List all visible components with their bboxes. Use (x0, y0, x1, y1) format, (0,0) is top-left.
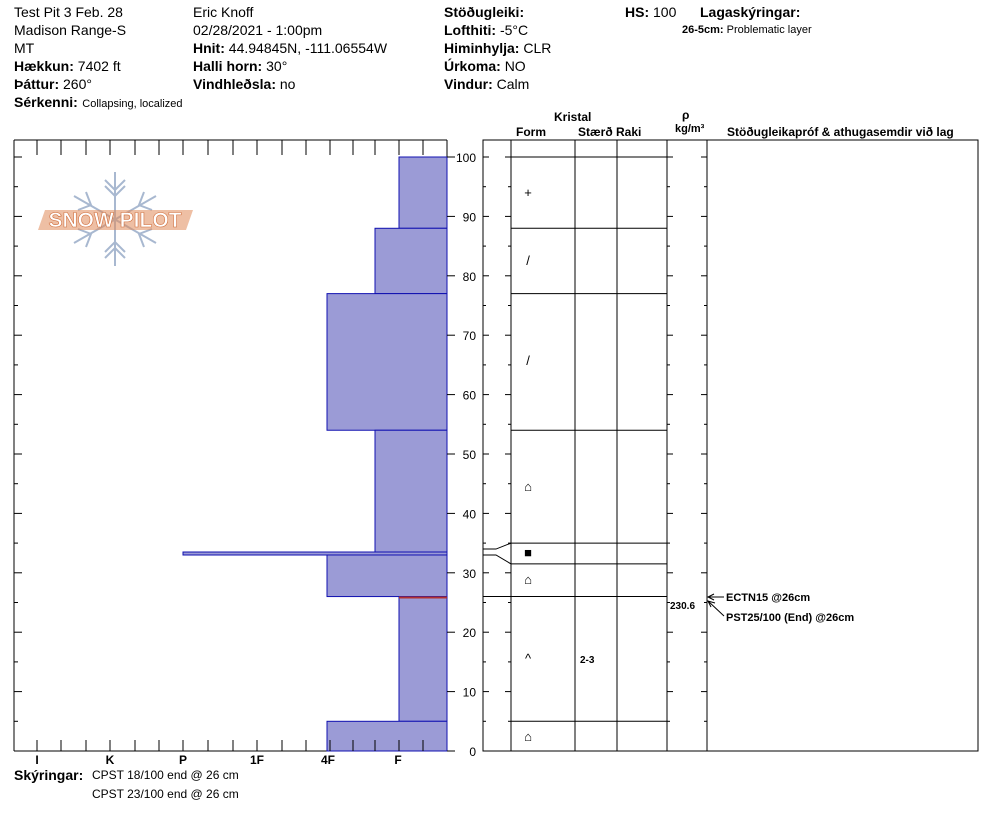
size-header: Stærð (578, 125, 613, 139)
depth-label: 80 (462, 269, 476, 284)
hs-value: 100 (653, 4, 677, 20)
crystal-header: Kristal (554, 110, 592, 124)
grain-form-icon: ⌂ (524, 572, 532, 587)
coordinates-label: Hnit: (193, 40, 225, 56)
rho-header: ρ (682, 108, 690, 122)
elevation-label: Hækkun: (14, 58, 74, 74)
elevation-value: 7402 ft (77, 58, 121, 74)
depth-label: 30 (462, 566, 476, 581)
features-label: Sérkenni: (14, 94, 78, 110)
air-temp-value: -5°C (499, 22, 529, 38)
hardness-bar (327, 294, 447, 431)
hardness-bar (375, 430, 447, 552)
state-name: MT (14, 40, 35, 56)
depth-label: 20 (462, 626, 476, 641)
comment-line: CPST 18/100 end @ 26 cm (92, 768, 239, 782)
logo-text: SNOW PILOT (48, 209, 182, 232)
coordinates-value: 44.94845N, -111.06554W (228, 40, 388, 56)
air-temp-label: Lofthiti: (444, 22, 497, 38)
range-name: Madison Range-S (14, 22, 127, 38)
aspect-label: Þáttur: (14, 76, 60, 92)
depth-label: 70 (462, 329, 476, 344)
precip-value: NO (504, 58, 526, 74)
comments-label: Skýringar: (14, 767, 84, 783)
hardness-tick-label: I (35, 753, 39, 767)
stability-label: Stöðugleiki: (444, 4, 525, 20)
hardness-bar (399, 597, 447, 722)
layer-note-text: Problematic layer (726, 24, 812, 36)
depth-label: 0 (469, 745, 476, 759)
density-value: 230.6 (670, 601, 696, 612)
grain-form-icon: ⌂ (524, 479, 532, 494)
snowpilot-logo (38, 172, 193, 266)
slope-value: 30° (266, 58, 288, 74)
hardness-bar (375, 228, 447, 293)
pit-title: Test Pit 3 Feb. 28 (14, 4, 123, 20)
grain-form-icon: / (526, 253, 530, 268)
test-arrows (708, 594, 724, 616)
hardness-tick-label: K (105, 753, 115, 767)
sky-label: Himinhylja: (444, 40, 520, 56)
slope-label: Halli horn: (193, 58, 263, 74)
wind-label: Vindur: (444, 76, 493, 92)
depth-label: 100 (455, 151, 476, 165)
test-result-pst: PST25/100 (End) @26cm (726, 612, 855, 624)
depth-label: 90 (462, 210, 476, 225)
hardness-tick-label: 1F (249, 753, 264, 767)
grain-form-icon: ■ (524, 545, 532, 560)
hardness-bar (399, 157, 447, 228)
grain-size-value: 2-3 (580, 655, 595, 666)
aspect-value: 260° (63, 76, 92, 92)
precip-label: Úrkoma: (444, 58, 501, 74)
grain-form-icon: / (526, 353, 530, 368)
depth-label: 50 (462, 448, 476, 462)
wind-loading-value: no (279, 76, 296, 92)
hardness-bar (327, 721, 447, 751)
layer-notes-label: Lagaskýringar: (700, 4, 801, 20)
comment-line: CPST 23/100 end @ 26 cm (92, 787, 239, 801)
hardness-bar (327, 555, 447, 597)
wind-value: Calm (496, 76, 530, 92)
depth-label: 40 (462, 507, 476, 522)
test-result-ectn: ECTN15 @26cm (726, 592, 811, 604)
tests-comments-header: Stöðugleikapróf & athugasemdir við lag (727, 125, 954, 139)
grain-form-icon: ⌂ (524, 729, 532, 744)
hardness-tick-label: P (178, 753, 187, 767)
grain-form-icon: ^ (524, 651, 532, 666)
hardness-tick-label: F (394, 753, 402, 767)
hardness-tick-label: 4F (320, 753, 335, 767)
depth-label: 10 (462, 685, 476, 700)
sky-value: CLR (523, 40, 552, 56)
grain-form-icon: + (524, 185, 532, 200)
depth-label: 60 (462, 388, 476, 403)
moisture-header: Raki (616, 125, 642, 139)
wind-loading-label: Vindhleðsla: (193, 76, 276, 92)
observer-name: Eric Knoff (193, 4, 254, 20)
features-value: Collapsing, localized (82, 98, 183, 110)
observation-datetime: 02/28/2021 - 1:00pm (193, 22, 323, 38)
layer-note-depth: 26-5cm: (682, 24, 724, 36)
hs-label: HS: (625, 4, 650, 20)
form-header: Form (516, 125, 546, 139)
layer-table (483, 140, 978, 751)
density-unit-header: kg/m³ (675, 123, 705, 135)
